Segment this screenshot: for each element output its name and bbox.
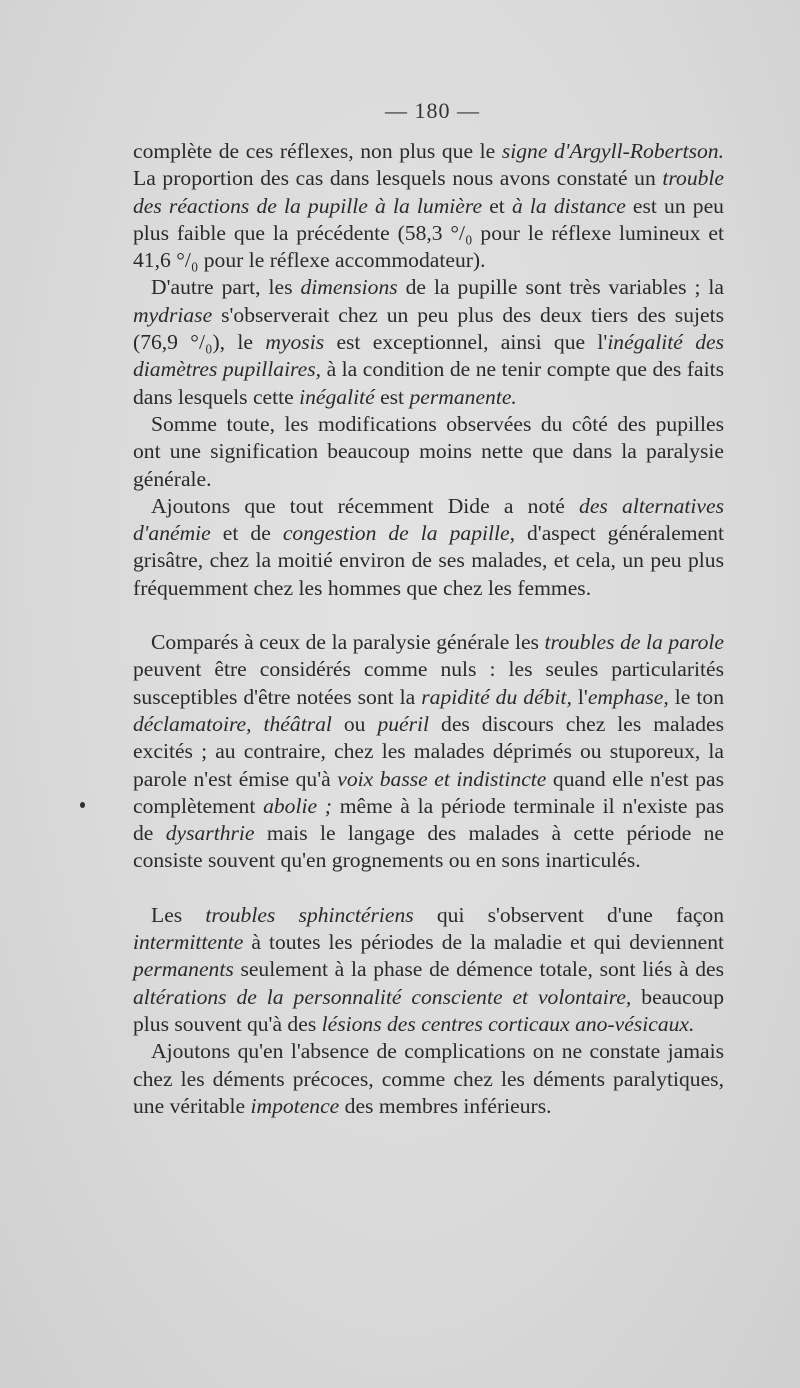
text-run: quand elle n'est pas complètement xyxy=(133,766,724,818)
paragraph xyxy=(133,138,724,274)
italic-text: mydriase xyxy=(133,302,213,327)
italic-text: des alternatives d'anémie xyxy=(133,493,724,546)
text-run: d'aspect généralement grisâtre, chez la moitié environ de ses malades, et cela, un peu plus fréquemment chez les hommes que chez les femmes. xyxy=(133,521,724,600)
text-run: Somme toute, les modifications observées du côté des pupilles ont une signification beaucoup moins nette que dans la paralysie générale. xyxy=(133,411,724,491)
italic-text: inégalité des diamètres pupillaires, xyxy=(133,330,724,382)
paragraph xyxy=(133,411,724,493)
italic-text: altérations de la personnalité consciente et volontaire, xyxy=(133,984,632,1009)
text-run: des discours chez les malades excités ; au contraire, chez les malades déprimés ou stuporeux, la parole n'est émise qu'à xyxy=(133,711,724,791)
paragraph xyxy=(133,493,724,602)
italic-text: voix basse et indistincte xyxy=(337,766,547,791)
text-run: Les xyxy=(151,902,206,927)
italic-text: inégalité xyxy=(299,384,375,409)
paragraph xyxy=(133,629,724,875)
book-page xyxy=(133,98,724,1120)
text-run: à toutes les périodes de la maladie et qui deviennent xyxy=(243,930,724,955)
page-number: — 180 — xyxy=(385,98,480,123)
italic-text: impotence xyxy=(250,1093,340,1118)
paragraph xyxy=(133,1038,724,1120)
italic-text: rapidité du débit, xyxy=(421,684,572,709)
italic-text: lésions des centres corticaux ano-vésicaux. xyxy=(321,1011,695,1036)
italic-text: dimensions xyxy=(300,275,398,300)
text-run: beaucoup plus souvent qu'à des xyxy=(133,984,725,1036)
text-run: ou xyxy=(331,711,378,736)
text-body xyxy=(133,138,724,1120)
text-run: des membres inférieurs. xyxy=(339,1093,552,1118)
text-run: complète de ces réflexes, non plus que le xyxy=(133,139,502,163)
ink-speck xyxy=(80,802,85,808)
italic-text: signe d'Argyll-Robertson. xyxy=(501,139,724,163)
text-run: qui s'observent d'une façon xyxy=(413,902,725,927)
text-run: s'observerait chez un peu plus des deux tiers des sujets (76,9 °/₀), le xyxy=(133,302,724,355)
italic-text: emphase, xyxy=(587,684,669,709)
italic-text: myosis xyxy=(265,330,325,355)
text-run: Ajoutons qu'en l'absence de complications on ne constate jamais chez les déments précoces, comme chez les déments paralytiques, une véritable xyxy=(133,1039,724,1118)
text-run: La proportion des cas dans lesquels nous avons constaté un xyxy=(133,166,663,191)
text-run: Ajoutons que tout récemment Dide a noté xyxy=(151,493,580,518)
text-run: et de xyxy=(210,521,283,546)
text-run: est exceptionnel, ainsi que l' xyxy=(324,330,608,355)
paragraph xyxy=(133,274,724,410)
text-run: seulement à la phase de démence totale, sont liés à des xyxy=(233,957,724,982)
italic-text: intermittente xyxy=(133,930,244,955)
italic-text: permanente. xyxy=(409,384,517,409)
italic-text: permanents xyxy=(133,957,234,982)
text-run: D'autre part, les xyxy=(151,275,301,300)
italic-text: troubles de la parole xyxy=(544,630,724,655)
text-run: le ton xyxy=(668,684,725,709)
text-run: Comparés à ceux de la paralysie générale les xyxy=(151,630,545,655)
italic-text: à la distance xyxy=(511,193,626,218)
text-run: est un peu plus faible que la précédente (58,3 °/₀ pour le réflexe lumineux et 41,6 °/₀ pour le réflexe accommodateur). xyxy=(133,193,724,273)
italic-text: trouble des réactions de la pupille à la lumière xyxy=(133,166,724,218)
italic-text: dysarthrie xyxy=(165,821,255,846)
text-run: est xyxy=(374,384,410,409)
italic-text: puéril xyxy=(377,711,430,736)
italic-text: congestion de la papille, xyxy=(282,521,515,546)
text-run: peuvent être considérés comme nuls : les seules particularités susceptibles d'être notées sont la xyxy=(133,657,724,709)
text-run: à la condition de ne tenir compte que des faits dans lesquels cette xyxy=(133,357,724,409)
text-run: de la pupille sont très variables ; la xyxy=(397,275,725,300)
text-run: l' xyxy=(571,684,588,709)
paragraph xyxy=(133,902,724,1038)
text-run: mais le langage des malades à cette période ne consiste souvent qu'en grognements ou en sons inarticulés. xyxy=(133,821,724,873)
text-run: et xyxy=(482,193,512,218)
italic-text: déclamatoire, théâtral xyxy=(133,711,332,736)
italic-text: troubles sphinctériens xyxy=(205,902,414,927)
text-run: même à la période terminale il n'existe pas de xyxy=(133,793,725,846)
italic-text: abolie ; xyxy=(263,793,332,818)
